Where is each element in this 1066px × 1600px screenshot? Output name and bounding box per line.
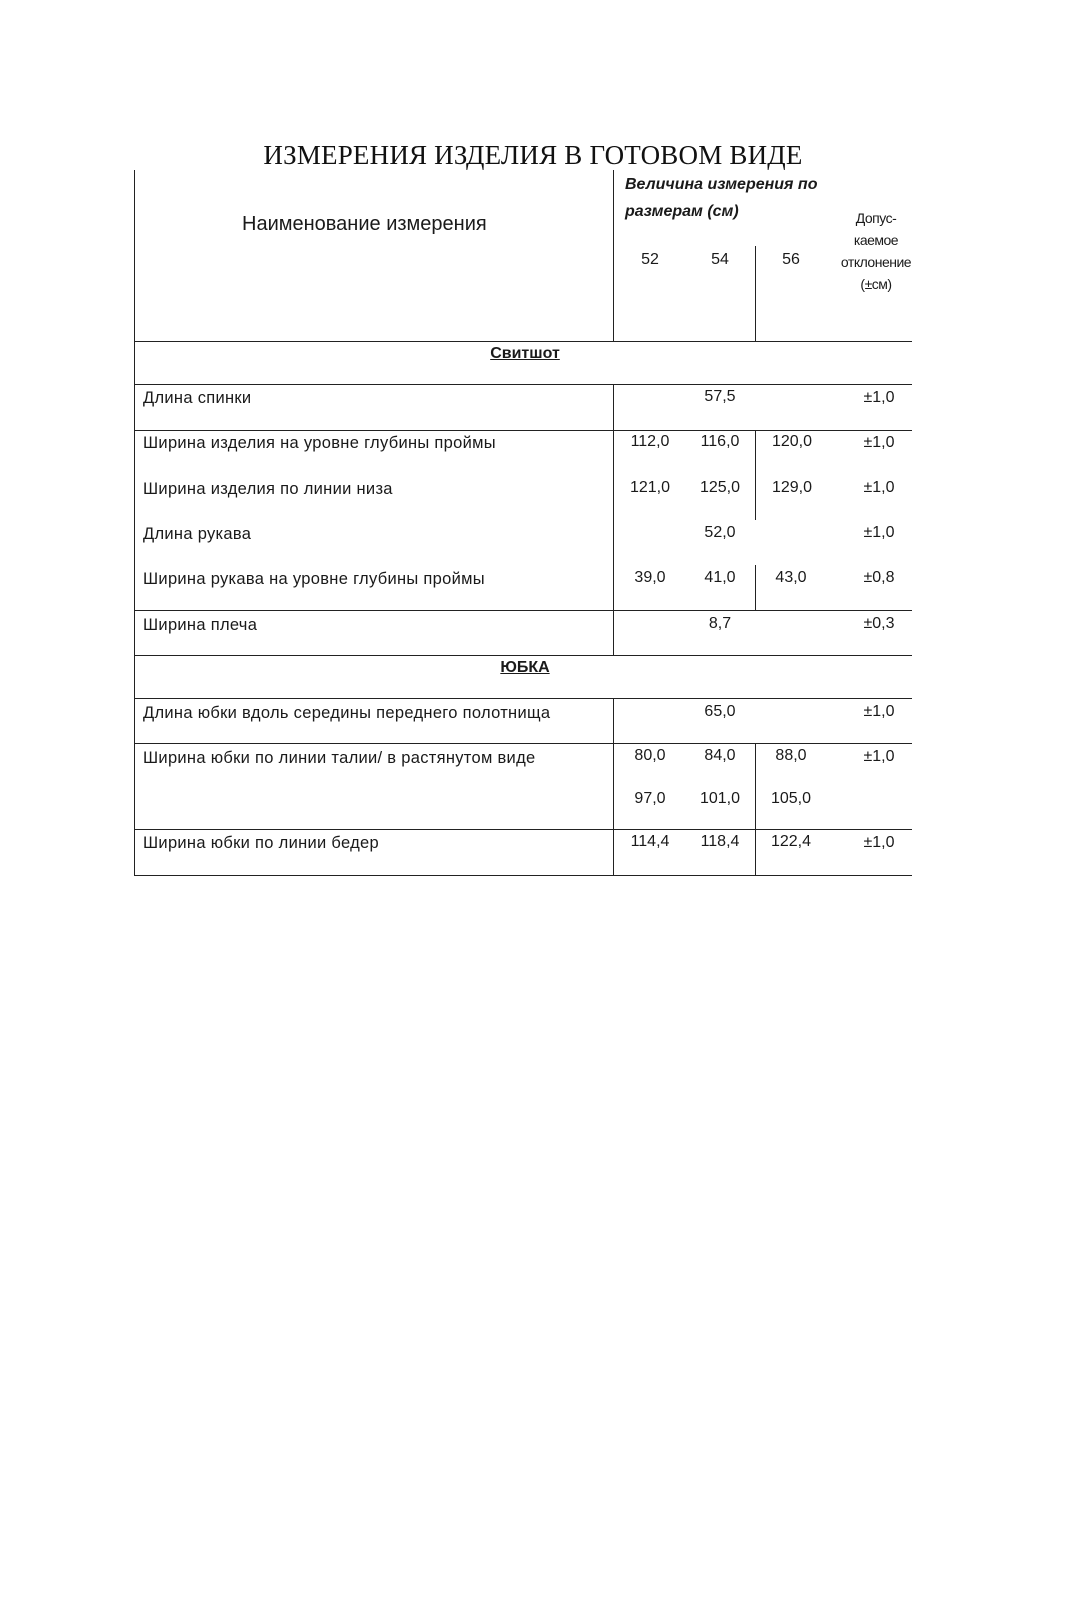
row-tolerance: ±1,0 bbox=[863, 434, 895, 451]
row-value-54: 116,0 bbox=[700, 433, 740, 450]
row-tolerance: ±1,0 bbox=[863, 703, 895, 720]
row-waist-bottom-line bbox=[134, 829, 912, 830]
row-stretched-value-56: 105,0 bbox=[770, 790, 812, 807]
row-label: Ширина плеча bbox=[143, 616, 258, 634]
row-value-52: 114,4 bbox=[630, 833, 670, 850]
header-tolerance-line2: каемое bbox=[853, 232, 899, 248]
header-measure-line2: размерам (см) bbox=[625, 203, 739, 220]
row-tolerance: ±0,8 bbox=[863, 569, 895, 586]
row-shoulder-bottom-line bbox=[134, 655, 912, 656]
row-value-54: 41,0 bbox=[704, 569, 736, 586]
row-label: Ширина рукава на уровне глубины проймы bbox=[143, 570, 485, 588]
header-measure bbox=[625, 171, 817, 225]
section-sweatshirt-bottom-line bbox=[134, 384, 912, 385]
page-title: ИЗМЕРЕНИЯ ИЗДЕЛИЯ В ГОТОВОМ ВИДЕ bbox=[263, 140, 803, 170]
row-label: Ширина изделия на уровне глубины проймы bbox=[143, 434, 496, 452]
column-divider-size56-header bbox=[755, 246, 756, 342]
divider-group-size56-a bbox=[755, 430, 756, 520]
header-bottom-line bbox=[134, 341, 912, 342]
header-size-54: 54 bbox=[711, 251, 729, 268]
row-label: Ширина юбки по линии талии/ в растянутом виде bbox=[143, 749, 536, 767]
row-value-56: 88,0 bbox=[775, 747, 807, 764]
section-title-skirt: ЮБКА bbox=[500, 659, 550, 676]
header-size-56: 56 bbox=[782, 251, 800, 268]
divider-back-length bbox=[613, 384, 614, 430]
table-left-border bbox=[134, 170, 135, 876]
row-tolerance: ±1,0 bbox=[863, 389, 895, 406]
header-tolerance-line4: (±см) bbox=[860, 276, 892, 292]
divider-shoulder bbox=[613, 610, 614, 656]
row-sleeve-width-bottom-line bbox=[134, 610, 912, 611]
row-tolerance: ±1,0 bbox=[863, 748, 895, 765]
row-tolerance: ±1,0 bbox=[863, 479, 895, 496]
row-merged-value: 52,0 bbox=[704, 524, 736, 541]
row-label: Ширина юбки по линии бедер bbox=[143, 834, 379, 852]
row-tolerance: ±1,0 bbox=[863, 834, 895, 851]
row-value-56: 122,4 bbox=[770, 833, 812, 850]
row-tolerance: ±1,0 bbox=[863, 524, 895, 541]
divider-hip-values bbox=[613, 829, 614, 876]
header-name: Наименование измерения bbox=[242, 213, 487, 235]
section-title-sweatshirt: Свитшот bbox=[490, 345, 560, 362]
row-label: Ширина изделия по линии низа bbox=[143, 480, 393, 498]
column-divider-values bbox=[613, 170, 614, 342]
section-skirt-bottom-line bbox=[134, 698, 912, 699]
row-merged-value: 65,0 bbox=[704, 703, 736, 720]
row-merged-value: 57,5 bbox=[704, 388, 736, 405]
row-value-52: 80,0 bbox=[634, 747, 666, 764]
row-value-52: 112,0 bbox=[630, 433, 670, 450]
header-measure-line1: Величина измерения по bbox=[625, 176, 818, 193]
row-label: Длина рукава bbox=[143, 525, 252, 543]
header-tolerance bbox=[836, 207, 916, 295]
table-bottom-border bbox=[134, 875, 912, 876]
row-tolerance: ±0,3 bbox=[863, 615, 895, 632]
row-label: Длина спинки bbox=[143, 389, 252, 407]
divider-group-values bbox=[613, 430, 614, 610]
row-value-52: 39,0 bbox=[634, 569, 666, 586]
header-tolerance-line1: Допус- bbox=[855, 210, 897, 226]
row-back-length-bottom-line bbox=[134, 430, 912, 431]
row-skirt-length-bottom-line bbox=[134, 743, 912, 744]
row-value-56: 120,0 bbox=[771, 433, 813, 450]
row-merged-value: 8,7 bbox=[708, 615, 732, 632]
row-stretched-value-52: 97,0 bbox=[634, 790, 666, 807]
divider-skirt-length bbox=[613, 698, 614, 744]
header-size-52: 52 bbox=[641, 251, 659, 268]
row-stretched-value-54: 101,0 bbox=[699, 790, 741, 807]
row-value-54: 125,0 bbox=[699, 479, 741, 496]
row-value-52: 121,0 bbox=[629, 479, 671, 496]
header-tolerance-line3: отклонение bbox=[840, 254, 912, 270]
row-value-54: 84,0 bbox=[704, 747, 736, 764]
row-value-56: 43,0 bbox=[775, 569, 807, 586]
row-value-54: 118,4 bbox=[700, 833, 740, 850]
divider-waist-values bbox=[613, 743, 614, 830]
row-value-56: 129,0 bbox=[771, 479, 813, 496]
row-label: Длина юбки вдоль середины переднего полотнища bbox=[143, 704, 551, 722]
